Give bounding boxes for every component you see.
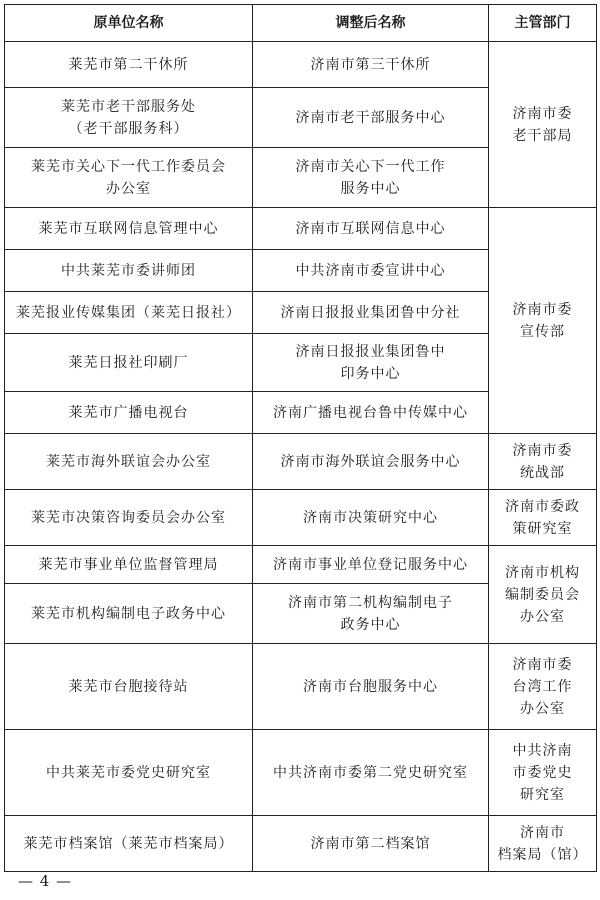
adjusted-name-cell: 济南市老干部服务中心 — [253, 88, 489, 148]
header-original-name: 原单位名称 — [5, 5, 253, 42]
original-name-cell: 莱芜市广播电视台 — [5, 392, 253, 434]
department-cell: 济南市机构 编制委员会 办公室 — [489, 546, 597, 644]
adjusted-name-cell: 济南日报报业集团鲁中分社 — [253, 292, 489, 334]
table-row — [5, 490, 597, 546]
original-name-cell: 莱芜市互联网信息管理中心 — [5, 208, 253, 250]
adjusted-name-cell: 济南市事业单位登记服务中心 — [253, 546, 489, 584]
department-cell: 中共济南 市委党史 研究室 — [489, 730, 597, 816]
adjusted-name-cell: 济南市第二档案馆 — [253, 816, 489, 872]
adjusted-name-cell: 济南日报报业集团鲁中 印务中心 — [253, 334, 489, 392]
original-name-cell: 莱芜市档案馆（莱芜市档案局） — [5, 816, 253, 872]
table-row — [5, 546, 597, 584]
original-name-cell: 莱芜市台胞接待站 — [5, 644, 253, 730]
table-row — [5, 816, 597, 872]
adjusted-name-cell: 济南市互联网信息中心 — [253, 208, 489, 250]
original-name-cell: 莱芜市老干部服务处 （老干部服务科） — [5, 88, 253, 148]
original-name-cell: 中共莱芜市委党史研究室 — [5, 730, 253, 816]
adjusted-name-cell: 济南市第二机构编制电子 政务中心 — [253, 584, 489, 644]
original-name-cell: 中共莱芜市委讲师团 — [5, 250, 253, 292]
adjusted-name-cell: 济南市台胞服务中心 — [253, 644, 489, 730]
department-cell: 济南市 档案局（馆） — [489, 816, 597, 872]
adjusted-name-cell: 济南市海外联谊会服务中心 — [253, 434, 489, 490]
adjusted-name-cell: 济南市关心下一代工作 服务中心 — [253, 148, 489, 208]
table-row — [5, 434, 597, 490]
page-number: — 4 — — [18, 872, 73, 890]
original-name-cell: 莱芜市机构编制电子政务中心 — [5, 584, 253, 644]
original-name-cell: 莱芜市事业单位监督管理局 — [5, 546, 253, 584]
department-cell: 济南市委政 策研究室 — [489, 490, 597, 546]
header-department: 主管部门 — [489, 5, 597, 42]
department-cell: 济南市委 台湾工作 办公室 — [489, 644, 597, 730]
adjusted-name-cell: 济南广播电视台鲁中传媒中心 — [253, 392, 489, 434]
original-name-cell: 莱芜报业传媒集团（莱芜日报社） — [5, 292, 253, 334]
table-row — [5, 42, 597, 88]
original-name-cell: 莱芜日报社印刷厂 — [5, 334, 253, 392]
original-name-cell: 莱芜市第二干休所 — [5, 42, 253, 88]
unit-adjustment-table — [4, 4, 597, 872]
adjusted-name-cell: 济南市决策研究中心 — [253, 490, 489, 546]
table-row — [5, 208, 597, 250]
original-name-cell: 莱芜市决策咨询委员会办公室 — [5, 490, 253, 546]
department-cell: 济南市委 老干部局 — [489, 42, 597, 208]
department-cell: 济南市委 统战部 — [489, 434, 597, 490]
table-row — [5, 644, 597, 730]
table-header-row — [5, 5, 597, 42]
adjusted-name-cell: 中共济南市委宣讲中心 — [253, 250, 489, 292]
department-cell: 济南市委 宣传部 — [489, 208, 597, 434]
original-name-cell: 莱芜市关心下一代工作委员会 办公室 — [5, 148, 253, 208]
table-row — [5, 730, 597, 816]
header-adjusted-name: 调整后名称 — [253, 5, 489, 42]
adjusted-name-cell: 济南市第三干休所 — [253, 42, 489, 88]
adjusted-name-cell: 中共济南市委第二党史研究室 — [253, 730, 489, 816]
original-name-cell: 莱芜市海外联谊会办公室 — [5, 434, 253, 490]
